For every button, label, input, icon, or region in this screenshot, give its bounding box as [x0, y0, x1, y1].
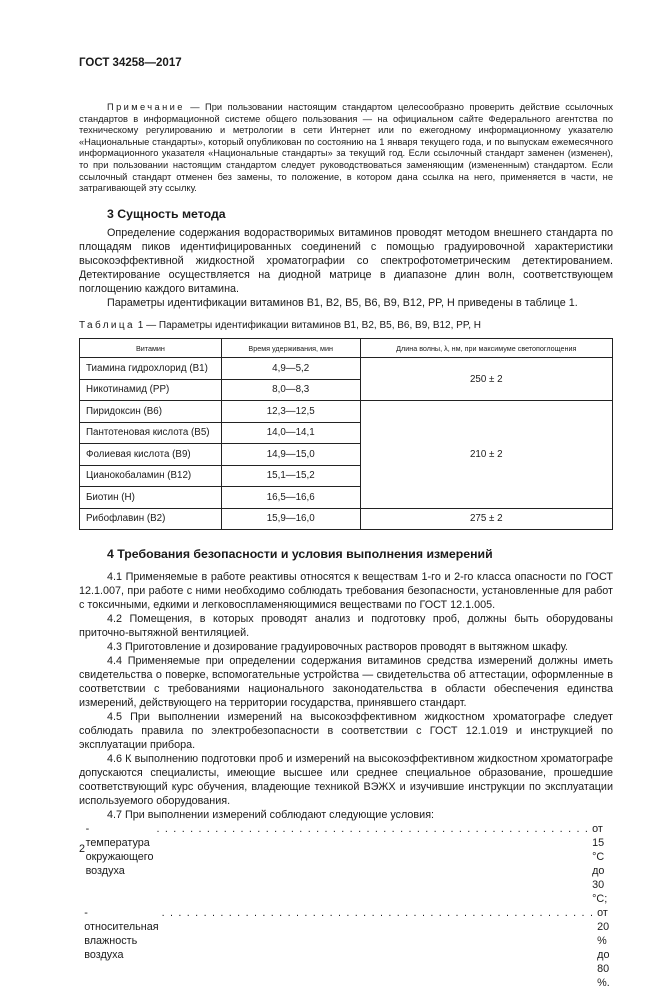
retention-time: 14,0—14,1 [221, 422, 360, 444]
leader-dots: . . . . . . . . . . . . . . . . . . . . . . . . . . . . . . . . . . . . . . . . . . . . . . . . . . . . [161, 907, 595, 919]
leader-dots: . . . . . . . . . . . . . . . . . . . . . . . . . . . . . . . . . . . . . . . . . . . . . . . . . . . . [156, 823, 590, 835]
note-text: — При пользовании настоящим стандартом целесообразно проверить действие ссылочных стандартов в информационной системе общего пользования — на официальном сайте Федерального агентства по техническому регулированию и метрологии в сети Интернет или по ежегодному информационному указателю «Национальные стандарты», который опубликован по состоянию на 1 января текущего года, и по выпускам ежемесячного информационного указателя «Национальные стандарты» за текущий год. Если ссылочный стандарт заменен (изменен), то при пользовании настоящим стандартом следует руководствоваться заменяющим (измененным) стандартом. Если ссылочный стандарт отменен без замены, то положение, в котором дана ссылка на него, применяется в части, не затрагивающей эту ссылку. [79, 102, 613, 194]
wavelength: 250 ± 2 [360, 358, 612, 401]
wavelength: 210 ± 2 [360, 401, 612, 509]
para-4-7: 4.7 При выполнении измерений соблюдают следующие условия: [107, 809, 435, 821]
retention-time: 15,1—15,2 [221, 465, 360, 487]
vitamin-name: Пантотеновая кислота (B5) [80, 422, 222, 444]
page-number: 2 [79, 843, 86, 855]
para-4-5: 4.5 При выполнении измерений на высокоэффективном жидкостном хроматографе следует соблюдать правила по электробезопасности в соответствии с ГОСТ 12.1.019 и инструкцией по эксплуатации прибора. [79, 711, 613, 751]
table-row [80, 358, 613, 380]
condition-temperature-label: - температура окружающего воздуха [85, 823, 154, 877]
vitamin-table [79, 338, 613, 530]
condition-temperature [79, 822, 613, 906]
table-caption-text: 1 — Параметры идентификации витаминов B1, B2, B5, B6, B9, B12, PP, H [137, 320, 481, 331]
condition-humidity-value: от 20 % до 80 %. [597, 907, 610, 989]
table-caption-label: Таблица [79, 320, 136, 331]
condition-temperature-value: от 15 °C до 30 °C; [592, 823, 608, 905]
header-time: Время удерживания, мин [221, 339, 360, 358]
retention-time: 4,9—5,2 [221, 358, 360, 380]
retention-time: 16,5—16,6 [221, 487, 360, 509]
section-4-body [79, 570, 613, 990]
vitamin-name: Пиридоксин (B6) [80, 401, 222, 423]
para-4-3: 4.3 Приготовление и дозирование градуировочных растворов проводят в вытяжном шкафу. [107, 641, 568, 653]
retention-time: 15,9—16,0 [221, 508, 360, 530]
para-4-2: 4.2 Помещения, в которых проводят анализ и подготовку проб, должны быть оборудованы приточно-вытяжной вентиляцией. [79, 613, 613, 639]
vitamin-name: Фолиевая кислота (B9) [80, 444, 222, 466]
retention-time: 8,0—8,3 [221, 379, 360, 401]
vitamin-name: Никотинамид (PP) [80, 379, 222, 401]
para-4-1: 4.1 Применяемые в работе реактивы относятся к веществам 1-го и 2-го класса опасности по ГОСТ 12.1.007, при работе с ними необходимо соблюдать требования безопасности, установленные для работ с токсичными, едкими и легковоспламеняющимися веществами по ГОСТ 12.1.005. [79, 571, 613, 611]
table-row [80, 508, 613, 530]
condition-humidity-label: - относительная влажность воздуха [84, 907, 159, 961]
table-header-row [80, 339, 613, 358]
note-block [79, 102, 613, 195]
para-4-6: 4.6 К выполнению подготовки проб и измерений на высокоэффективном жидкостном хроматографе допускаются специалисты, имеющие высшее или среднее специальное образование, прошедшие соответствующий курс обучения, владеющие техникой ВЭЖХ и изучившие инструкции по эксплуатации используемого оборудования. [79, 753, 613, 807]
retention-time: 12,3—12,5 [221, 401, 360, 423]
document-header: ГОСТ 34258—2017 [79, 57, 182, 69]
table-row [80, 401, 613, 423]
para-4-4: 4.4 Применяемые при определении содержания витаминов средства измерений должны иметь свидетельства о поверке, вспомогательные устройства — свидетельства об аттестации, оформленные в соответствии с требованиями национального законодательства в области обеспечения единства измерений, действующего на территории государства, принявшего стандарт. [79, 655, 613, 709]
vitamin-name: Тиамина гидрохлорид (B1) [80, 358, 222, 380]
condition-humidity [79, 906, 613, 990]
retention-time: 14,9—15,0 [221, 444, 360, 466]
section-3-body [79, 226, 613, 310]
section-4-title: 4 Требования безопасности и условия выполнения измерений [107, 547, 493, 561]
header-wavelength: Длина волны, λ, нм, при максимуме светопоглощения [360, 339, 612, 358]
vitamin-name: Биотин (H) [80, 487, 222, 509]
section-3-para-1: Определение содержания водорастворимых витаминов проводят методом внешнего стандарта по площадям пиков идентифицированных соединений с помощью градуировочной характеристики высокоэффективной жидкостной хроматографии со спектрофотометрическим детектированием. Детектирование осуществляется на диодной матрице в диапазоне длин волн, соответствующем поглощению каждого витамина. [79, 227, 613, 295]
section-3-para-2: Параметры идентификации витаминов B1, B2, B5, B6, B9, B12, PP, H приведены в таблице 1. [107, 297, 578, 309]
vitamin-name: Рибофлавин (B2) [80, 508, 222, 530]
table-caption [79, 320, 481, 331]
header-vitamin: Витамин [80, 339, 222, 358]
note-label: Примечание [107, 102, 185, 112]
section-3-title: 3 Сущность метода [107, 207, 226, 221]
wavelength: 275 ± 2 [360, 508, 612, 530]
vitamin-name: Цианокобаламин (B12) [80, 465, 222, 487]
